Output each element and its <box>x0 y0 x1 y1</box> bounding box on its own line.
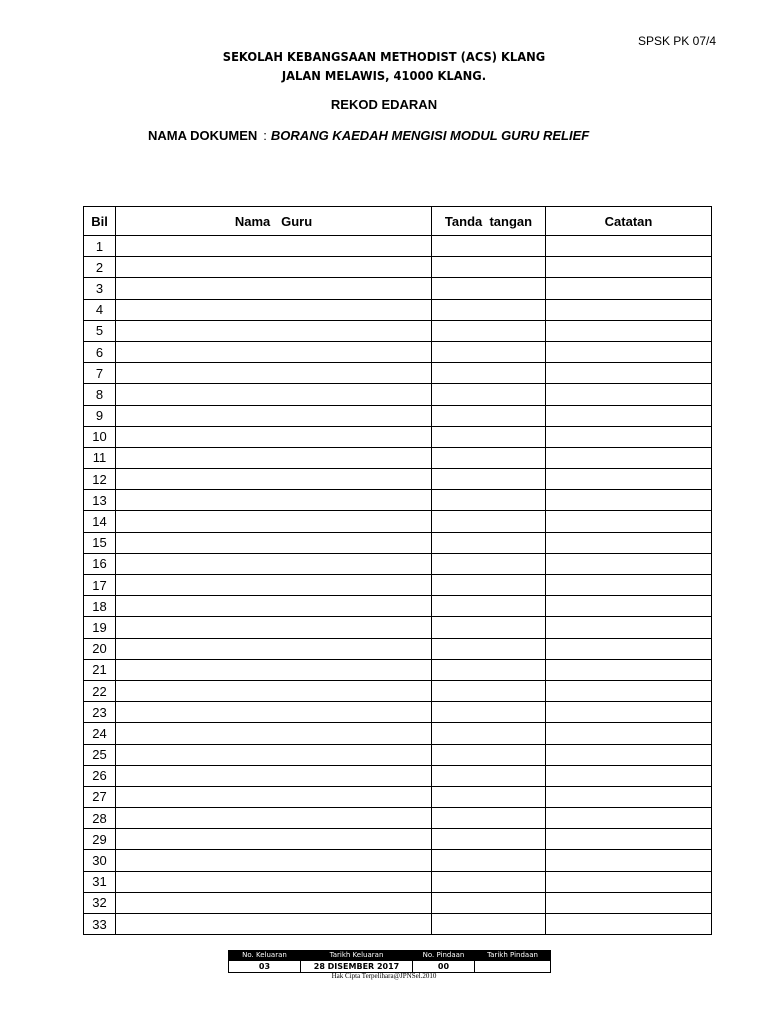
table-row <box>84 892 712 913</box>
notes-cell[interactable] <box>546 638 712 659</box>
row-number: 14 <box>84 511 116 532</box>
teacher-name-cell[interactable] <box>116 469 432 490</box>
table-body <box>84 236 712 935</box>
signature-cell[interactable] <box>432 914 546 935</box>
row-number: 19 <box>84 617 116 638</box>
signature-cell[interactable] <box>432 257 546 278</box>
school-name: SEKOLAH KEBANGSAAN METHODIST (ACS) KLANG <box>222 49 546 64</box>
signature-cell[interactable] <box>432 384 546 405</box>
circulation-table <box>83 206 712 935</box>
row-number: 1 <box>84 236 116 257</box>
table-row <box>84 808 712 829</box>
teacher-name-cell[interactable] <box>116 638 432 659</box>
column-header-bil: Bil <box>84 207 116 236</box>
notes-cell[interactable] <box>546 850 712 871</box>
table-row <box>84 320 712 341</box>
teacher-name-cell[interactable] <box>116 892 432 913</box>
notes-cell[interactable] <box>546 575 712 596</box>
amendment-number-label: No. Pindaan <box>413 951 475 961</box>
teacher-name-cell[interactable] <box>116 850 432 871</box>
signature-cell[interactable] <box>432 236 546 257</box>
signature-cell[interactable] <box>432 829 546 850</box>
notes-cell[interactable] <box>546 532 712 553</box>
row-number: 26 <box>84 765 116 786</box>
row-number: 18 <box>84 596 116 617</box>
row-number: 12 <box>84 469 116 490</box>
row-number: 23 <box>84 702 116 723</box>
notes-cell[interactable] <box>546 363 712 384</box>
amendment-date-label: Tarikh Pindaan <box>475 951 551 961</box>
signature-cell[interactable] <box>432 278 546 299</box>
teacher-name-cell[interactable] <box>116 490 432 511</box>
notes-cell[interactable] <box>546 892 712 913</box>
table-row <box>84 257 712 278</box>
teacher-name-cell[interactable] <box>116 723 432 744</box>
teacher-name-cell[interactable] <box>116 808 432 829</box>
school-address: JALAN MELAWIS, 41000 KLANG. <box>281 68 487 83</box>
teacher-name-cell[interactable] <box>116 511 432 532</box>
document-name-value: BORANG KAEDAH MENGISI MODUL GURU RELIEF <box>270 128 590 143</box>
school-header <box>31 47 738 85</box>
table-row <box>84 765 712 786</box>
notes-cell[interactable] <box>546 786 712 807</box>
signature-cell[interactable] <box>432 341 546 362</box>
signature-cell[interactable] <box>432 871 546 892</box>
row-number: 10 <box>84 426 116 447</box>
table-row <box>84 680 712 701</box>
row-number: 31 <box>84 871 116 892</box>
notes-cell[interactable] <box>546 553 712 574</box>
table-row <box>84 426 712 447</box>
row-number: 8 <box>84 384 116 405</box>
row-number: 16 <box>84 553 116 574</box>
document-name-line <box>148 128 589 143</box>
signature-cell[interactable] <box>432 744 546 765</box>
row-number: 28 <box>84 808 116 829</box>
table-row <box>84 278 712 299</box>
teacher-name-cell[interactable] <box>116 786 432 807</box>
table-row <box>84 511 712 532</box>
row-number: 2 <box>84 257 116 278</box>
column-header-nama-guru: Nama Guru <box>116 207 432 236</box>
signature-cell[interactable] <box>432 680 546 701</box>
copyright-notice: Hak Cipta Terpelihara@JPNSel.2010 <box>331 972 437 980</box>
notes-cell[interactable] <box>546 469 712 490</box>
table-row <box>84 744 712 765</box>
teacher-name-cell[interactable] <box>116 744 432 765</box>
notes-cell[interactable] <box>546 299 712 320</box>
notes-cell[interactable] <box>546 447 712 468</box>
notes-cell[interactable] <box>546 744 712 765</box>
teacher-name-cell[interactable] <box>116 405 432 426</box>
teacher-name-cell[interactable] <box>116 426 432 447</box>
row-number: 15 <box>84 532 116 553</box>
signature-cell[interactable] <box>432 596 546 617</box>
signature-cell[interactable] <box>432 320 546 341</box>
signature-cell[interactable] <box>432 659 546 680</box>
signature-cell[interactable] <box>432 469 546 490</box>
signature-cell[interactable] <box>432 447 546 468</box>
notes-cell[interactable] <box>546 511 712 532</box>
teacher-name-cell[interactable] <box>116 384 432 405</box>
release-info-box <box>228 950 551 973</box>
notes-cell[interactable] <box>546 702 712 723</box>
notes-cell[interactable] <box>546 320 712 341</box>
table-row <box>84 469 712 490</box>
row-number: 24 <box>84 723 116 744</box>
teacher-name-cell[interactable] <box>116 278 432 299</box>
teacher-name-cell[interactable] <box>116 341 432 362</box>
teacher-name-cell[interactable] <box>116 829 432 850</box>
table-row <box>84 363 712 384</box>
table-row <box>84 914 712 935</box>
signature-cell[interactable] <box>432 405 546 426</box>
table-row <box>84 384 712 405</box>
teacher-name-cell[interactable] <box>116 299 432 320</box>
teacher-name-cell[interactable] <box>116 447 432 468</box>
signature-cell[interactable] <box>432 850 546 871</box>
teacher-name-cell[interactable] <box>116 553 432 574</box>
amendment-number-value: 00 <box>413 961 475 973</box>
row-number: 25 <box>84 744 116 765</box>
table-row <box>84 490 712 511</box>
table-row <box>84 341 712 362</box>
teacher-name-cell[interactable] <box>116 702 432 723</box>
teacher-name-cell[interactable] <box>116 363 432 384</box>
table-row <box>84 447 712 468</box>
amendment-date-value <box>475 961 551 973</box>
record-title: REKOD EDARAN <box>330 97 438 112</box>
document-code: SPSK PK 07/4 <box>637 34 716 48</box>
notes-cell[interactable] <box>546 596 712 617</box>
table-row <box>84 532 712 553</box>
signature-cell[interactable] <box>432 638 546 659</box>
notes-cell[interactable] <box>546 808 712 829</box>
row-number: 5 <box>84 320 116 341</box>
table-row <box>84 236 712 257</box>
table-row <box>84 299 712 320</box>
table-row <box>84 617 712 638</box>
teacher-name-cell[interactable] <box>116 596 432 617</box>
release-number-label: No. Keluaran <box>229 951 301 961</box>
signature-cell[interactable] <box>432 532 546 553</box>
row-number: 13 <box>84 490 116 511</box>
notes-cell[interactable] <box>546 659 712 680</box>
document-name-colon: : <box>263 128 267 143</box>
table-row <box>84 575 712 596</box>
column-header-tanda-tangan: Tanda tangan <box>432 207 546 236</box>
row-number: 32 <box>84 892 116 913</box>
teacher-name-cell[interactable] <box>116 765 432 786</box>
table-row <box>84 829 712 850</box>
release-info-header-row <box>229 951 551 961</box>
column-header-catatan: Catatan <box>546 207 712 236</box>
table-row <box>84 723 712 744</box>
table-row <box>84 786 712 807</box>
notes-cell[interactable] <box>546 341 712 362</box>
table-row <box>84 638 712 659</box>
teacher-name-cell[interactable] <box>116 575 432 596</box>
notes-cell[interactable] <box>546 384 712 405</box>
table-row <box>84 871 712 892</box>
release-date-label: Tarikh Keluaran <box>301 951 413 961</box>
table-row <box>84 596 712 617</box>
signature-cell[interactable] <box>432 363 546 384</box>
release-number-value: 03 <box>229 961 301 973</box>
signature-cell[interactable] <box>432 723 546 744</box>
row-number: 30 <box>84 850 116 871</box>
teacher-name-cell[interactable] <box>116 914 432 935</box>
document-name-label: NAMA DOKUMEN <box>148 128 258 143</box>
row-number: 27 <box>84 786 116 807</box>
notes-cell[interactable] <box>546 405 712 426</box>
notes-cell[interactable] <box>546 236 712 257</box>
table-row <box>84 553 712 574</box>
teacher-name-cell[interactable] <box>116 617 432 638</box>
row-number: 22 <box>84 680 116 701</box>
signature-cell[interactable] <box>432 299 546 320</box>
teacher-name-cell[interactable] <box>116 871 432 892</box>
teacher-name-cell[interactable] <box>116 659 432 680</box>
teacher-name-cell[interactable] <box>116 257 432 278</box>
row-number: 3 <box>84 278 116 299</box>
row-number: 4 <box>84 299 116 320</box>
notes-cell[interactable] <box>546 426 712 447</box>
notes-cell[interactable] <box>546 257 712 278</box>
row-number: 33 <box>84 914 116 935</box>
release-info-value-row <box>229 961 551 973</box>
signature-cell[interactable] <box>432 511 546 532</box>
teacher-name-cell[interactable] <box>116 532 432 553</box>
release-date-value: 28 DISEMBER 2017 <box>301 961 413 973</box>
row-number: 20 <box>84 638 116 659</box>
table-row <box>84 850 712 871</box>
signature-cell[interactable] <box>432 553 546 574</box>
notes-cell[interactable] <box>546 829 712 850</box>
notes-cell[interactable] <box>546 278 712 299</box>
teacher-name-cell[interactable] <box>116 320 432 341</box>
row-number: 21 <box>84 659 116 680</box>
signature-cell[interactable] <box>432 786 546 807</box>
notes-cell[interactable] <box>546 680 712 701</box>
table-header-row <box>84 207 712 236</box>
table-row <box>84 702 712 723</box>
signature-cell[interactable] <box>432 702 546 723</box>
row-number: 17 <box>84 575 116 596</box>
notes-cell[interactable] <box>546 765 712 786</box>
signature-cell[interactable] <box>432 490 546 511</box>
row-number: 29 <box>84 829 116 850</box>
row-number: 6 <box>84 341 116 362</box>
table-row <box>84 659 712 680</box>
teacher-name-cell[interactable] <box>116 236 432 257</box>
table-row <box>84 405 712 426</box>
teacher-name-cell[interactable] <box>116 680 432 701</box>
signature-cell[interactable] <box>432 617 546 638</box>
notes-cell[interactable] <box>546 490 712 511</box>
signature-cell[interactable] <box>432 765 546 786</box>
signature-cell[interactable] <box>432 808 546 829</box>
signature-cell[interactable] <box>432 575 546 596</box>
signature-cell[interactable] <box>432 426 546 447</box>
notes-cell[interactable] <box>546 617 712 638</box>
signature-cell[interactable] <box>432 892 546 913</box>
row-number: 9 <box>84 405 116 426</box>
row-number: 7 <box>84 363 116 384</box>
notes-cell[interactable] <box>546 871 712 892</box>
notes-cell[interactable] <box>546 723 712 744</box>
row-number: 11 <box>84 447 116 468</box>
notes-cell[interactable] <box>546 914 712 935</box>
